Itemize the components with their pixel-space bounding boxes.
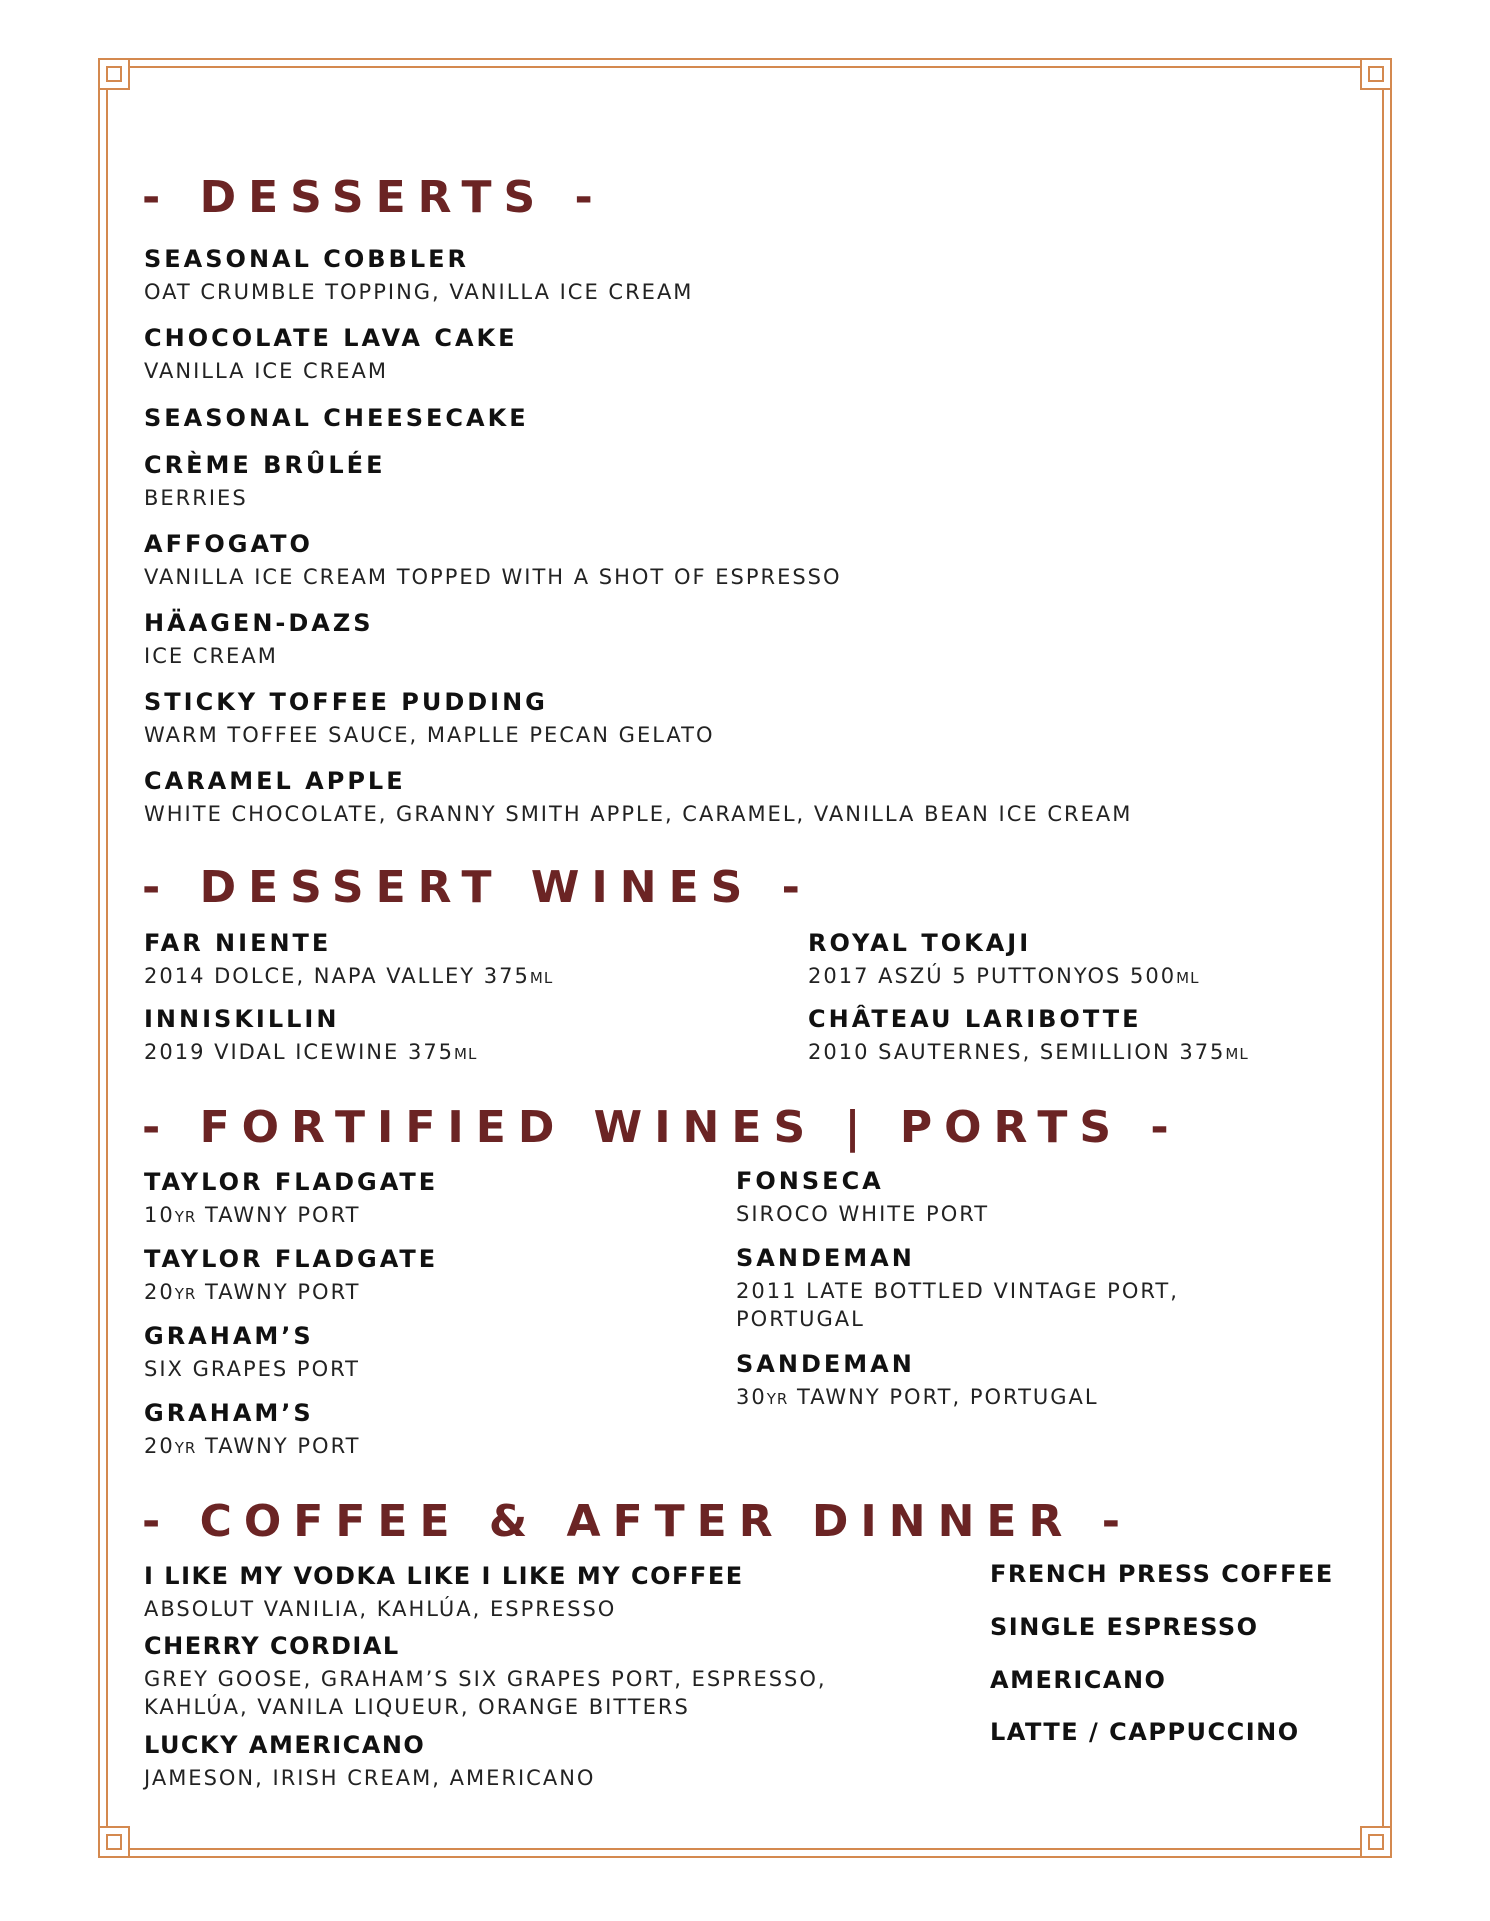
item-desc: 2014 DOLCE, NAPA VALLEY 375ML (144, 963, 554, 988)
item-desc: 30YR TAWNY PORT, PORTUGAL (736, 1384, 1099, 1409)
item-name: I LIKE MY VODKA LIKE I LIKE MY COFFEE (144, 1562, 744, 1590)
item-name: LUCKY AMERICANO (144, 1731, 426, 1759)
item-desc: 2011 LATE BOTTLED VINTAGE PORT, (736, 1278, 1179, 1303)
item-name: GRAHAM’S (144, 1322, 314, 1350)
item-desc: 10YR TAWNY PORT (144, 1202, 361, 1227)
cocktail-item (144, 1732, 595, 1792)
dessert-wines-heading: - DESSERT WINES - (142, 862, 812, 913)
item-name: STICKY TOFFEE PUDDING (144, 688, 548, 716)
item-desc: SIROCO WHITE PORT (736, 1201, 990, 1226)
item-desc: ABSOLUT VANILIA, KAHLÚA, ESPRESSO (144, 1596, 617, 1621)
border-corner-ornament (1360, 1826, 1392, 1858)
wine-item (144, 930, 553, 990)
cocktail-item (144, 1563, 744, 1623)
cocktail-item (144, 1633, 827, 1721)
dessert-item (144, 768, 1132, 828)
item-name: SEASONAL COBBLER (144, 245, 470, 273)
item-desc: 20YR TAWNY PORT (144, 1279, 361, 1304)
port-item (144, 1246, 438, 1306)
dessert-item (144, 405, 529, 433)
item-name: FONSECA (736, 1167, 884, 1195)
item-name: AFFOGATO (144, 530, 313, 558)
item-name: GRAHAM’S (144, 1399, 314, 1427)
dessert-item (144, 689, 714, 749)
wine-item (808, 930, 1199, 990)
item-name: SEASONAL CHEESECAKE (144, 404, 529, 432)
item-desc: PORTUGAL (736, 1306, 865, 1331)
port-item (144, 1400, 360, 1460)
fortified-wines-heading: - FORTIFIED WINES | PORTS - (142, 1102, 1181, 1153)
dessert-item (144, 531, 842, 591)
wine-item (808, 1006, 1249, 1066)
port-item (736, 1351, 1099, 1411)
item-desc: VANILLA ICE CREAM (144, 358, 389, 383)
wine-item (144, 1006, 477, 1066)
border-corner-ornament (1360, 58, 1392, 90)
coffee-drink: LATTE / CAPPUCCINO (990, 1718, 1300, 1746)
item-desc: 2010 SAUTERNES, SEMILLION 375ML (808, 1039, 1249, 1064)
border-corner-ornament (98, 58, 130, 90)
item-desc: BERRIES (144, 485, 248, 510)
border-corner-ornament (98, 1826, 130, 1858)
item-desc: WARM TOFFEE SAUCE, MAPLLE PECAN GELATO (144, 722, 715, 747)
desserts-heading: - DESSERTS - (142, 172, 605, 223)
item-desc: WHITE CHOCOLATE, GRANNY SMITH APPLE, CARAMEL, VANILLA BEAN ICE CREAM (144, 801, 1133, 826)
item-name: CHOCOLATE LAVA CAKE (144, 324, 518, 352)
item-name: INNISKILLIN (144, 1005, 340, 1033)
dessert-item (144, 610, 374, 670)
item-name: CHERRY CORDIAL (144, 1632, 400, 1660)
item-desc: GREY GOOSE, GRAHAM’S SIX GRAPES PORT, ESPRESSO, (144, 1666, 827, 1691)
item-desc: KAHLÚA, VANILA LIQUEUR, ORANGE BITTERS (144, 1694, 690, 1719)
item-name: SANDEMAN (736, 1350, 915, 1378)
item-name: ROYAL TOKAJI (808, 929, 1032, 957)
item-desc: 2017 ASZÚ 5 PUTTONYOS 500ML (808, 963, 1200, 988)
coffee-drink: AMERICANO (990, 1666, 1167, 1694)
item-desc: ICE CREAM (144, 643, 278, 668)
item-name: CRÈME BRÛLÉE (144, 451, 386, 479)
item-name: HÄAGEN-DAZS (144, 609, 374, 637)
coffee-drink: SINGLE ESPRESSO (990, 1613, 1259, 1641)
dessert-item (144, 325, 518, 385)
item-desc: SIX GRAPES PORT (144, 1356, 360, 1381)
item-desc: JAMESON, IRISH CREAM, AMERICANO (144, 1765, 596, 1790)
item-desc: OAT CRUMBLE TOPPING, VANILLA ICE CREAM (144, 279, 694, 304)
item-name: CARAMEL APPLE (144, 767, 406, 795)
coffee-drink: FRENCH PRESS COFFEE (990, 1560, 1334, 1588)
dessert-item (144, 246, 693, 306)
port-item (736, 1245, 1179, 1333)
item-desc: 20YR TAWNY PORT (144, 1433, 361, 1458)
item-name: CHÂTEAU LARIBOTTE (808, 1005, 1142, 1033)
port-item (144, 1323, 360, 1383)
item-desc: VANILLA ICE CREAM TOPPED WITH A SHOT OF ESPRESSO (144, 564, 842, 589)
port-item (736, 1168, 989, 1228)
dessert-item (144, 452, 385, 512)
item-name: FAR NIENTE (144, 929, 332, 957)
port-item (144, 1169, 438, 1229)
item-name: TAYLOR FLADGATE (144, 1245, 439, 1273)
coffee-heading: - COFFEE & AFTER DINNER - (142, 1496, 1132, 1547)
item-name: SANDEMAN (736, 1244, 915, 1272)
item-desc: 2019 VIDAL ICEWINE 375ML (144, 1039, 478, 1064)
item-name: TAYLOR FLADGATE (144, 1168, 439, 1196)
